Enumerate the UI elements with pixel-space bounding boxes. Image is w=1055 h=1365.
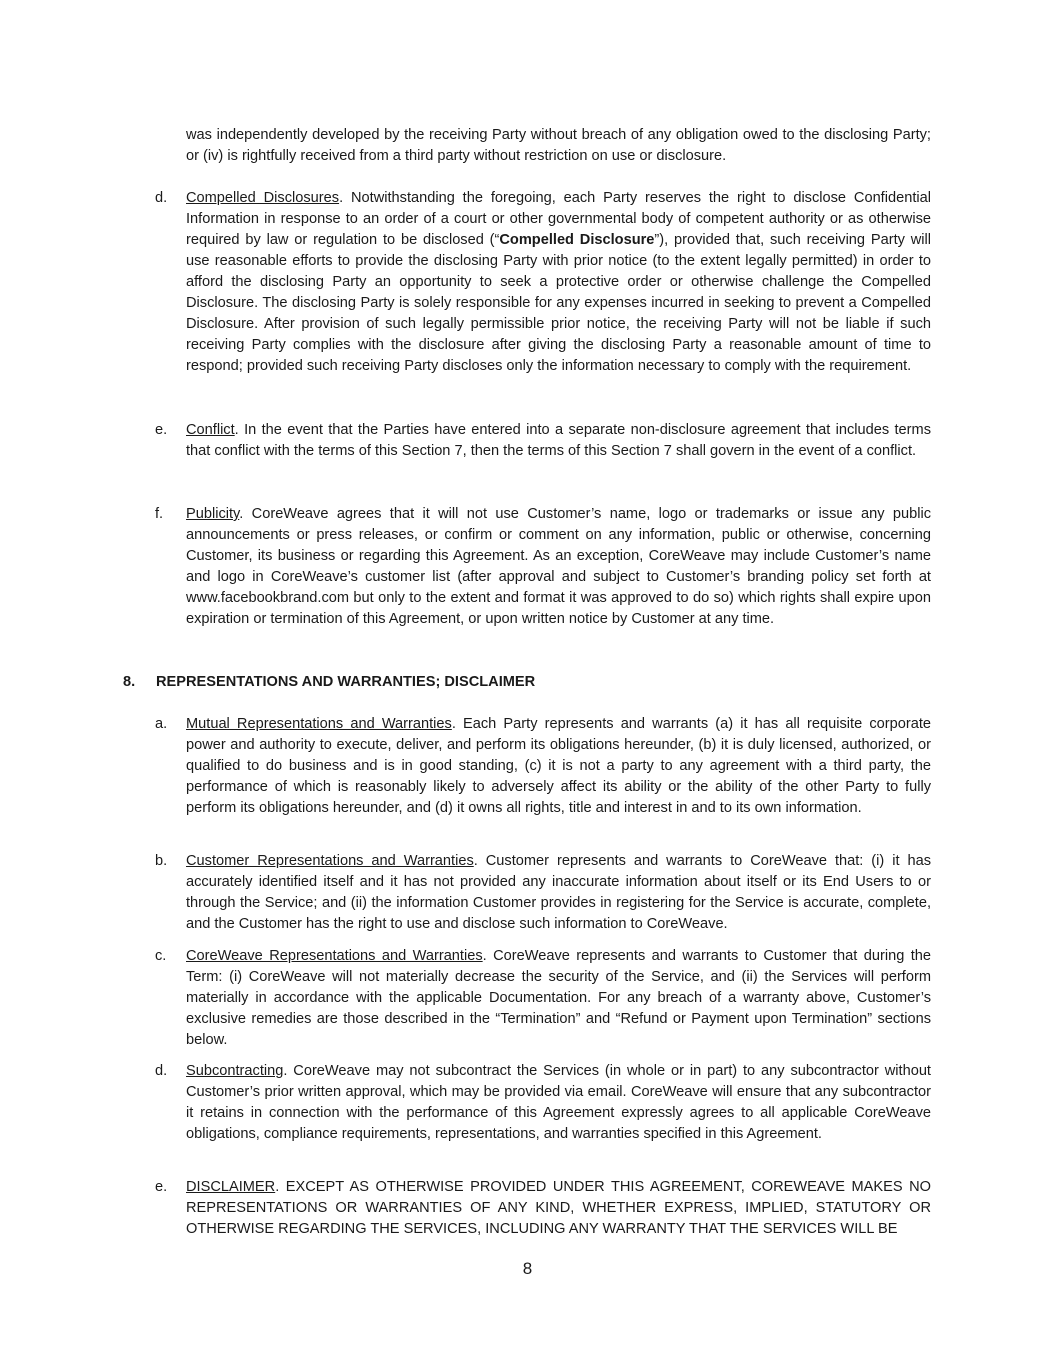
- clause-title: Subcontracting: [186, 1063, 284, 1079]
- clause-label: f.: [155, 506, 164, 522]
- clause-body: [186, 504, 931, 630]
- clause-text: . CoreWeave may not subcontract the Services (in whole or in part) to any subcontractor without Customer’s prior written approval, which may be provided via email. CoreWeave will ensure that any subcontractor it retains in connection with the performance of this Agreement expressly agrees to all applicable CoreWeave obligations, compliance requirements, representations, and warranties specified in this Agreement.: [186, 1063, 931, 1142]
- defined-term: Compelled Disclosure: [499, 232, 655, 248]
- clause-body: [186, 946, 931, 1051]
- clause-text: . In the event that the Parties have entered into a separate non-disclosure agreement that includes terms that conflict with the terms of this Section 7, then the terms of this Section 7 shall govern in the event of a conflict.: [186, 422, 931, 459]
- clause-body: [186, 714, 931, 819]
- clause-body: [186, 188, 931, 377]
- clause-title: Customer Representations and Warranties: [186, 853, 474, 869]
- clause-label: e.: [155, 1179, 168, 1195]
- clause-text: ”), provided that, such receiving Party will use reasonable efforts to provide the disclosing Party with prior notice (to the extent legally permitted) in order to afford the disclosing Party an opportunity to seek a protective order or otherwise challenge the Compelled Disclosure. The disclosing Party is solely responsible for any expenses incurred in seeking to prevent a Compelled Disclosure. After provision of such legally permissible prior notice, the receiving Party will not be liable if such receiving Party complies with the disclosure after giving the disclosing Party a reasonable amount of time to respond; provided such receiving Party discloses only the information necessary to comply with the requirement.: [186, 232, 931, 374]
- section-title: REPRESENTATIONS AND WARRANTIES; DISCLAIMER: [156, 674, 536, 690]
- clause-text: . Each Party represents and warrants (a) it has all requisite corporate power and authority to execute, deliver, and perform its obligations hereunder, (b) it is duly licensed, authorized, or qualified to do business and is in good standing, (c) it is not a party to any agreement with a third party, the performance of which is reasonably likely to adversely affect its ability or the ability of the other Party to fully perform its obligations hereunder, and (d) it owns all rights, title and interest in and to its own information.: [186, 716, 931, 816]
- clause-title: Compelled Disclosures: [186, 190, 340, 206]
- clause-title: Publicity: [186, 506, 240, 522]
- page-number: 8: [522, 1259, 533, 1278]
- clause-label: e.: [155, 422, 168, 438]
- section-number: 8.: [123, 674, 136, 690]
- clause-label: a.: [155, 716, 168, 732]
- clause-label: c.: [155, 948, 167, 964]
- clause-body: [186, 851, 931, 935]
- clause-title: DISCLAIMER: [186, 1179, 276, 1195]
- clause-title: CoreWeave Representations and Warranties: [186, 948, 483, 964]
- clause-text: . CoreWeave agrees that it will not use Customer’s name, logo or trademarks or issue any public announcements or press releases, or confirm or comment on any information, public or otherwise, concerning Customer, its business or regarding this Agreement. As an exception, CoreWeave may include Customer’s name and logo in CoreWeave’s customer list (after approval and subject to Customer’s branding policy set forth at www.facebookbrand.com but only to the extent and format it was approved to do so) which rights shall expire upon expiration or termination of this Agreement, or upon written notice by Customer at any time.: [186, 506, 931, 627]
- clause-text: . EXCEPT AS OTHERWISE PROVIDED UNDER THIS AGREEMENT, COREWEAVE MAKES NO REPRESENTATIONS OR WARRANTIES OF ANY KIND, WHETHER EXPRESS, IMPLIED, STATUTORY OR OTHERWISE REGARDING THE SERVICES, INCLUDING ANY WARRANTY THAT THE SERVICES WILL BE: [186, 1179, 931, 1237]
- clause-label: b.: [155, 853, 168, 869]
- clause-title: Mutual Representations and Warranties: [186, 716, 452, 732]
- continuation-paragraph: was independently developed by the receiving Party without breach of any obligation owed to the disclosing Party; or (iv) is rightfully received from a third party without restriction on use or disclosure.: [186, 127, 931, 164]
- clause-body: [186, 1061, 931, 1145]
- clause-text: . Customer represents and warrants to CoreWeave that: (i) it has accurately identified itself and it has not provided any inaccurate information about itself or its End Users to or through the Service; and (ii) the information Customer provides in registering for the Service is accurate, complete, and the Customer has the right to use and disclose such information to CoreWeave.: [186, 853, 931, 932]
- clause-text: . CoreWeave represents and warrants to Customer that during the Term: (i) CoreWeave will not materially decrease the security of the Service, and (ii) the Services will perform materially in accordance with the applicable Documentation. For any breach of a warranty above, Customer’s exclusive remedies are those described in the “Termination” and “Refund or Payment upon Termination” sections below.: [186, 948, 931, 1048]
- clause-body: [186, 1177, 931, 1240]
- clause-body: [186, 420, 931, 462]
- clause-title: Conflict: [186, 422, 235, 438]
- clause-label: d.: [155, 190, 168, 206]
- clause-text: . Notwithstanding the foregoing, each Party reserves the right to disclose Confidential Information in response to an order of a court or other governmental body of competent authority or as otherwise required by law or regulation to be disclosed (“: [186, 190, 931, 248]
- clause-label: d.: [155, 1063, 168, 1079]
